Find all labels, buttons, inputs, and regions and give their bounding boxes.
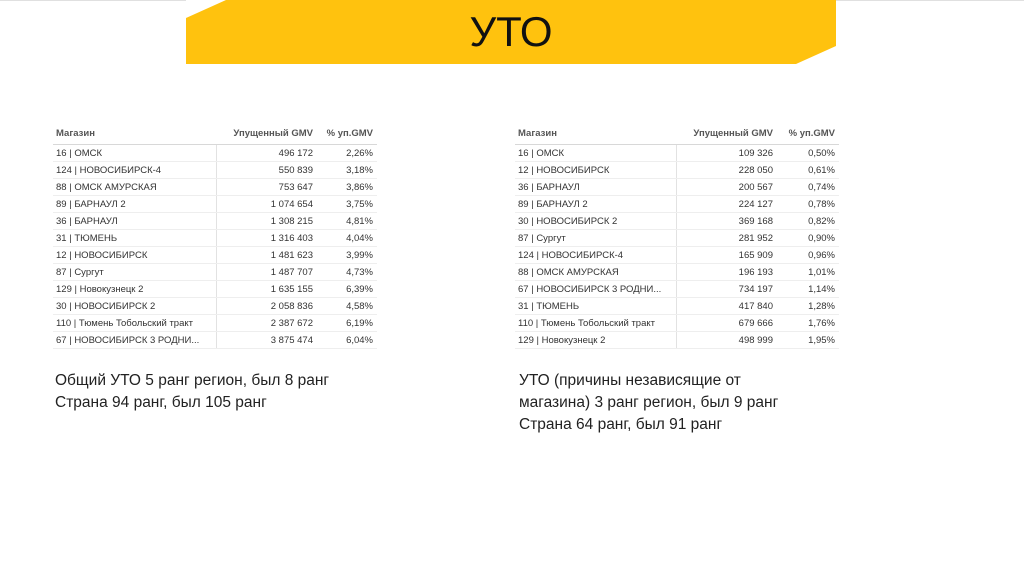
table-header xyxy=(53,122,377,145)
table-row xyxy=(53,213,377,230)
cell-lost-gmv: 2 387 672 xyxy=(270,317,313,329)
table-row xyxy=(515,315,839,332)
header-lost-gmv-pct: % уп.GMV xyxy=(788,127,835,139)
table-row xyxy=(515,332,839,349)
table-row xyxy=(53,247,377,264)
header-lost-gmv-pct: % уп.GMV xyxy=(326,127,373,139)
cell-lost-gmv-pct: 3,75% xyxy=(346,198,373,210)
header-store: Магазин xyxy=(56,127,95,139)
table-row xyxy=(515,298,839,315)
table-left xyxy=(53,122,377,349)
table-row xyxy=(515,230,839,247)
cell-store: 110 | Тюмень Тобольский тракт xyxy=(53,315,217,331)
cell-store: 129 | Новокузнецк 2 xyxy=(515,332,677,348)
cell-lost-gmv-pct: 6,39% xyxy=(346,283,373,295)
note-right-line: УТО (причины независящие от xyxy=(519,372,741,389)
cell-lost-gmv-pct: 1,76% xyxy=(808,317,835,329)
cell-store: 87 | Сургут xyxy=(515,230,677,246)
cell-lost-gmv-pct: 0,61% xyxy=(808,164,835,176)
table-row xyxy=(515,264,839,281)
table-row xyxy=(53,298,377,315)
cell-store: 87 | Сургут xyxy=(53,264,217,280)
cell-lost-gmv-pct: 0,90% xyxy=(808,232,835,244)
cell-lost-gmv: 3 875 474 xyxy=(270,334,313,346)
slide-title: УТО xyxy=(469,8,553,55)
cell-lost-gmv-pct: 4,04% xyxy=(346,232,373,244)
cell-lost-gmv-pct: 2,26% xyxy=(346,147,373,159)
cell-lost-gmv-pct: 1,01% xyxy=(808,266,835,278)
cell-lost-gmv: 734 197 xyxy=(738,283,773,295)
cell-store: 88 | ОМСК АМУРСКАЯ xyxy=(53,179,217,195)
table-row xyxy=(515,145,839,162)
cell-lost-gmv: 1 074 654 xyxy=(270,198,313,210)
cell-lost-gmv-pct: 0,96% xyxy=(808,249,835,261)
table-row xyxy=(515,281,839,298)
note-left xyxy=(55,370,329,414)
cell-lost-gmv-pct: 4,81% xyxy=(346,215,373,227)
table-row xyxy=(53,264,377,281)
cell-lost-gmv: 679 666 xyxy=(738,317,773,329)
cell-lost-gmv-pct: 4,58% xyxy=(346,300,373,312)
cell-lost-gmv: 1 481 623 xyxy=(270,249,313,261)
cell-store: 31 | ТЮМЕНЬ xyxy=(53,230,217,246)
cell-lost-gmv-pct: 6,19% xyxy=(346,317,373,329)
table-row xyxy=(53,162,377,179)
note-left-line: Страна 94 ранг, был 105 ранг xyxy=(55,394,267,411)
cell-lost-gmv-pct: 3,18% xyxy=(346,164,373,176)
cell-lost-gmv-pct: 4,73% xyxy=(346,266,373,278)
cell-store: 12 | НОВОСИБИРСК xyxy=(53,247,217,263)
cell-store: 67 | НОВОСИБИРСК 3 РОДНИ... xyxy=(515,281,677,297)
cell-lost-gmv: 1 308 215 xyxy=(270,215,313,227)
cell-store: 88 | ОМСК АМУРСКАЯ xyxy=(515,264,677,280)
cell-lost-gmv-pct: 6,04% xyxy=(346,334,373,346)
cell-store: 67 | НОВОСИБИРСК 3 РОДНИ... xyxy=(53,332,217,348)
cell-store: 36 | БАРНАУЛ xyxy=(53,213,217,229)
cell-lost-gmv: 228 050 xyxy=(738,164,773,176)
cell-lost-gmv-pct: 1,95% xyxy=(808,334,835,346)
note-left-line: Общий УТО 5 ранг регион, был 8 ранг xyxy=(55,372,330,389)
header-lost-gmv: Упущенный GMV xyxy=(233,127,313,139)
cell-lost-gmv: 1 487 707 xyxy=(270,266,313,278)
cell-lost-gmv: 200 567 xyxy=(738,181,773,193)
cell-lost-gmv: 417 840 xyxy=(738,300,773,312)
cell-store: 31 | ТЮМЕНЬ xyxy=(515,298,677,314)
cell-store: 124 | НОВОСИБИРСК-4 xyxy=(53,162,217,178)
cell-lost-gmv-pct: 3,99% xyxy=(346,249,373,261)
cell-lost-gmv: 165 909 xyxy=(738,249,773,261)
cell-lost-gmv: 496 172 xyxy=(278,147,313,159)
table-row xyxy=(515,179,839,196)
cell-lost-gmv: 550 839 xyxy=(278,164,313,176)
table-row xyxy=(515,196,839,213)
cell-lost-gmv: 109 326 xyxy=(738,147,773,159)
cell-lost-gmv: 281 952 xyxy=(738,232,773,244)
cell-lost-gmv: 224 127 xyxy=(738,198,773,210)
cell-lost-gmv-pct: 0,74% xyxy=(808,181,835,193)
table-row xyxy=(53,230,377,247)
note-right xyxy=(519,370,778,436)
cell-store: 129 | Новокузнецк 2 xyxy=(53,281,217,297)
cell-lost-gmv: 1 316 403 xyxy=(270,232,313,244)
note-right-line: магазина) 3 ранг регион, был 9 ранг xyxy=(519,394,779,411)
cell-store: 16 | ОМСК xyxy=(515,145,677,161)
cell-lost-gmv: 753 647 xyxy=(278,181,313,193)
cell-store: 124 | НОВОСИБИРСК-4 xyxy=(515,247,677,263)
table-row xyxy=(515,162,839,179)
header-lost-gmv: Упущенный GMV xyxy=(693,127,773,139)
cell-lost-gmv: 2 058 836 xyxy=(270,300,313,312)
cell-lost-gmv-pct: 1,14% xyxy=(808,283,835,295)
cell-store: 30 | НОВОСИБИРСК 2 xyxy=(53,298,217,314)
cell-lost-gmv-pct: 1,28% xyxy=(808,300,835,312)
cell-lost-gmv-pct: 0,78% xyxy=(808,198,835,210)
header-store: Магазин xyxy=(518,127,557,139)
cell-lost-gmv-pct: 0,82% xyxy=(808,215,835,227)
cell-store: 12 | НОВОСИБИРСК xyxy=(515,162,677,178)
table-row xyxy=(53,145,377,162)
cell-store: 30 | НОВОСИБИРСК 2 xyxy=(515,213,677,229)
table-row xyxy=(53,179,377,196)
cell-lost-gmv: 498 999 xyxy=(738,334,773,346)
table-row xyxy=(515,213,839,230)
cell-store: 36 | БАРНАУЛ xyxy=(515,179,677,195)
table-row xyxy=(53,315,377,332)
note-right-line: Страна 64 ранг, был 91 ранг xyxy=(519,416,723,433)
table-row xyxy=(53,332,377,349)
table-row xyxy=(53,281,377,298)
cell-lost-gmv: 196 193 xyxy=(738,266,773,278)
cell-lost-gmv: 1 635 155 xyxy=(270,283,313,295)
table-right xyxy=(515,122,839,349)
cell-lost-gmv-pct: 3,86% xyxy=(346,181,373,193)
cell-store: 110 | Тюмень Тобольский тракт xyxy=(515,315,677,331)
table-row xyxy=(53,196,377,213)
table-header xyxy=(515,122,839,145)
cell-store: 89 | БАРНАУЛ 2 xyxy=(53,196,217,212)
cell-store: 16 | ОМСК xyxy=(53,145,217,161)
table-row xyxy=(515,247,839,264)
cell-lost-gmv: 369 168 xyxy=(738,215,773,227)
cell-store: 89 | БАРНАУЛ 2 xyxy=(515,196,677,212)
cell-lost-gmv-pct: 0,50% xyxy=(808,147,835,159)
